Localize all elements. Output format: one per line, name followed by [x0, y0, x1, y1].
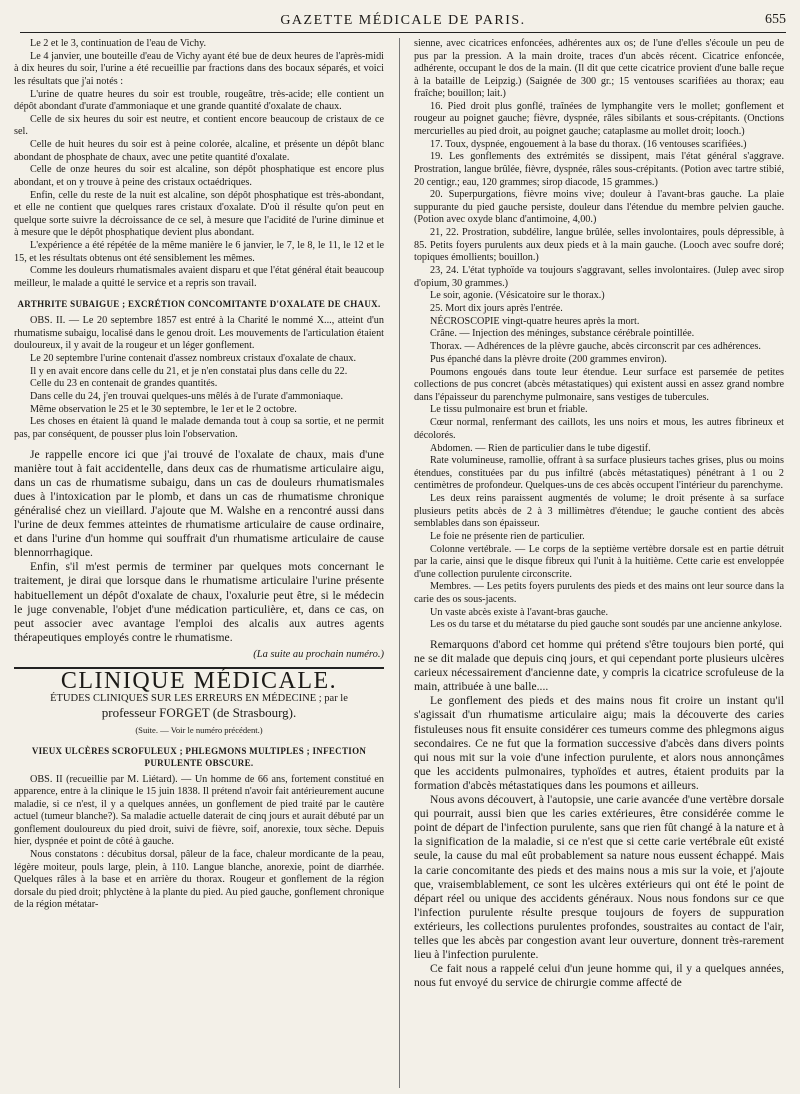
paragraph: Ce fait nous a rappelé celui d'un jeune homme qui, il y a quelques années, nous fut envoyé du service de chirurgie comme affecté de — [414, 962, 784, 990]
paragraph: Les os du tarse et du métatarse du pied gauche sont soudés par une ancienne ankylose. — [430, 619, 782, 631]
paragraph: Nous constatons : décubitus dorsal, pâleur de la face, chaleur mordicante de la peau, légère moiteur, pouls large, plein, à 110. Langue blanche, anorexie, point de diarrhée. Quelques râles à la base et en arrière du thorax. Rougeur et gonflement de la région dorsale du pied droit; phlyctène à la plante du pied. Au pied gauche, gonflement chronique de la région métatar- — [14, 849, 384, 911]
paragraph: Le tissu pulmonaire est brun et friable. — [430, 404, 588, 416]
paragraph: Le 4 janvier, une bouteille d'eau de Vichy ayant été bue de deux heures de l'après-midi à dix heures du soir, l'urine a été recueillie par fractions dans des bocaux séparés, et voici les résultats que j'ai notés : — [14, 50, 384, 87]
paragraph: Le 20 septembre l'urine contenait d'assez nombreux cristaux d'oxalate de chaux. — [30, 352, 357, 364]
paragraph: Thorax. — Adhérences de la plèvre gauche, abcès circonscrit par ces adhérences. — [430, 341, 761, 353]
paragraph: Celle de six heures du soir est neutre, et contient encore beaucoup de cristaux de ce sel. — [14, 113, 384, 138]
paragraph: Dans celle du 24, j'en trouvai quelques-uns mêlés à de l'urate d'ammoniaque. — [30, 391, 344, 403]
paragraph: Il y en avait encore dans celle du 21, et je n'en constatai plus dans celle du 22. — [30, 365, 348, 377]
paragraph: Le gonflement des pieds et des mains nous fit croire un instant qu'il s'agissait d'un rhumatisme articulaire aigu; mais la découverte des caries fistuleuses nous fit ensuite considérer ces tumeurs comme des phlegmons aigus secondaires. Ce ne fut que la formation successive d'abcès dans divers points qui nous mit sur la voie d'une infection purulente, et alors nous annonçâmes que les accidents pulmonaires, typhoïdes et autres, étaient produits par la formation d'abcès métastatiques dans les poumons et ailleurs. — [414, 694, 784, 792]
paragraph: 17. Toux, dyspnée, engouement à la base du thorax. (16 ventouses scarifiées.) — [430, 138, 747, 150]
commentary — [14, 448, 384, 645]
paragraph: Un vaste abcès existe à l'avant-bras gauche. — [430, 606, 609, 618]
paragraph: Poumons engoués dans toute leur étendue. Leur surface est parsemée de petites collections de pus concret (abcès métastatiques) qui existent aussi en assez grand nombre dans l'épaisseur du parenchyme pulmonaire, sans vestiges de tubercules. — [414, 366, 784, 403]
paragraph: OBS. II (recueillie par M. Liétard). — Un homme de 66 ans, fortement constitué en apparence, entre à la clinique le 15 juin 1838. Il prétend n'avoir fait antérieurement aucune maladie, si ce n'est, il y a quelques années, un gonflement de pied traité par le cautère actuel (tumeur blanche?). Sa maladie actuelle daterait de cinq jours et aurait débuté par un gonflement douloureux du pied droit, suivi de fièvre, soif, anorexie, toux sèche. Depuis hier, dyspnée et point de côté à gauche. — [14, 773, 384, 848]
column-rule — [399, 38, 400, 1088]
paragraph: 21, 22. Prostration, subdélire, langue brûlée, selles involontaires, pouls dépressible, à 85. Petits foyers purulents aux deux pieds et à la main gauche. (Looch avec soufre doré; topiques émollients; bouillon.) — [414, 227, 784, 264]
paragraph: Celle de onze heures du soir est alcaline, son dépôt phosphatique est encore plus abondant, et on y trouve à peine des cristaux octaédriques. — [14, 164, 384, 188]
paragraph: 23, 24. L'état typhoïde va toujours s'aggravant, selles involontaires. (Julep avec sirop d'opium, 30 grammes.) — [414, 264, 784, 289]
paragraph: Même observation le 25 et le 30 septembre, le 1er et le 2 octobre. — [30, 403, 297, 415]
paragraph: Comme les douleurs rhumatismales avaient disparu et que l'état général était beaucoup meilleur, le malade a quitté le service et a repris son travail. — [14, 265, 384, 289]
paragraph: Nous avons découvert, à l'autopsie, une carie avancée d'une vertèbre dorsale qui pourrait, aussi bien que les caries extérieures, être considérée comme le point de départ de l'infection purulente, sans que rien fût changé à la nature et à la signification de la maladie, si ce n'est que si cette carie vertébrale eût existé seule, la cause du mal eût probablement sa nature nous eussent échappé. Mais la carie concomitante des pieds et des mains nous a mis sur la voie, et j'ajoute que, vraisemblablement, ce sont les ulcères extérieurs qui ont été le point de départ réel ou unique des accidents généraux. Nous nous fondons sur ce que l'infection purulente résulte presque toujours de foyers de suppuration extérieurs, les collections purulentes profondes, soustraites au contact de l'air, telles que les abcès par congestion avant leur ouverture, donnent très-rarement lieu à l'infection purulente. — [414, 793, 784, 962]
journal-title: GAZETTE MÉDICALE DE PARIS. — [280, 13, 526, 28]
paragraph: Remarquons d'abord cet homme qui prétend s'être toujours bien porté, qui ne se dit malade que depuis cinq jours, et qui cependant porte plusieurs ulcères carieux nécessairement d'ancienne date, y compris la cicatrice scrofuleuse de la main, attribuée à une balle.... — [414, 638, 784, 694]
suite-note: (Suite. — Voir le numéro précédent.) — [135, 724, 263, 735]
case-record — [414, 38, 784, 632]
paragraph: Enfin, celle du reste de la nuit est alcaline, son dépôt phosphatique est très-abondant, et elle ne contient que quelques rares cristaux d'oxalate. D'où il résulte qu'on peut en quelque sorte suivre la décroissance de ce sel, à mesure que l'acidité de l'urine diminue et à mesure que le dépôt phosphatique devient plus abondant. — [14, 189, 384, 239]
paragraph: NÉCROSCOPIE vingt-quatre heures après la mort. — [430, 315, 640, 327]
page-number: 655 — [765, 12, 786, 27]
paragraph: Le soir, agonie. (Vésicatoire sur le thorax.) — [430, 290, 605, 302]
paragraph: Cœur normal, renfermant des caillots, les uns noirs et mous, les autres fibrineux et décolorés. — [414, 417, 784, 441]
paragraph: Celle de huit heures du soir est à peine colorée, alcaline, et présente un dépôt blanc abondant de phosphate de chaux, avec une petite quantité d'oxalate. — [14, 139, 384, 163]
paragraph: Colonne vertébrale. — Le corps de la septième vertèbre dorsale est en partie détruit par la carie, ainsi que le disque fibreux qui l'unit à la huitième. Cette carie est enveloppée d'une collection purulente circonscrite. — [414, 543, 784, 580]
paragraph: 25. Mort dix jours après l'entrée. — [430, 302, 563, 314]
left-column — [14, 38, 384, 1090]
author-line: professeur FORGET (de Strasbourg). — [101, 704, 297, 720]
discussion — [414, 638, 784, 990]
paragraph: Je rappelle encore ici que j'ai trouvé de l'oxalate de chaux, mais d'une manière tout à fait accidentelle, dans deux cas de rhumatisme articulaire aigu, dans un cas de rhumatisme subaigu, dans un cas de douleurs rhumatismales dues à l'intoxication par le plomb, et dans un cas de rhumatisme chronique généralisé chez un vieillard. J'ajoute que M. Walshe en a rencontré aussi dans l'urine de deux femmes atteintes de rhumatisme articulaire de cause ordinaire, et dans l'urine d'un homme qui souffrait d'un rhumatisme articulaire de cause blennorrhagique. — [14, 447, 384, 560]
paragraph: Le 2 et le 3, continuation de l'eau de Vichy. — [30, 38, 207, 49]
subtitle-line: ÉTUDES CLINIQUES SUR LES ERREURS EN MÉDECINE ; par le — [50, 692, 348, 704]
urine-observations — [14, 38, 384, 290]
paragraph: Les deux reins paraissent augmentés de volume; le droit présente à sa surface plusieurs petits abcès de 2 à 3 millimètres d'étendue; le gauche contient des abcès semblables dans son épaisseur. — [414, 493, 784, 530]
paragraph: 16. Pied droit plus gonflé, traînées de lymphangite vers le mollet; gonflement et rougeur au poignet gauche; fièvre, dyspnée, râles sibilants et sous-crépitants. (Onctions mercurielles au pied droit, au poignet gauche; cataplasme au mollet droit; looch.) — [414, 100, 784, 138]
paragraph: 20. Superpurgations, fièvre moins vive; douleur à l'avant-bras gauche. La plaie suppurante du pied gauche persiste, douleur dans l'étendue du membre pelvien gauche. (Potion avec oxyde blanc d'antimoine, 4,00.) — [414, 189, 784, 226]
section-heading: ARTHRITE SUBAIGUE ; EXCRÉTION CONCOMITANTE D'OXALATE DE CHAUX. — [17, 299, 381, 310]
right-column — [414, 38, 784, 1090]
paragraph: OBS. II. — Le 20 septembre 1857 est entré à la Charité le nommé X..., atteint d'un rhumatisme subaigu, localisé dans le genou droit. Les mouvements de l'articulation étaient douloureux, il y avait de la rougeur et un léger gonflement. — [14, 314, 384, 352]
page-header — [20, 6, 786, 33]
paragraph: Les choses en étaient là quand le malade demanda tout à coup sa sortie, et ne permit pas, par conséquent, de pousser plus loin l'observation. — [14, 416, 384, 441]
continued-note: (La suite au prochain numéro.) — [253, 648, 384, 660]
section-heading: VIEUX ULCÈRES SCROFULEUX ; PHLEGMONS MULTIPLES ; INFECTION PURULENTE OBSCURE. — [31, 745, 367, 769]
paragraph: L'expérience a été répétée de la même manière le 6 janvier, le 7, le 8, le 11, le 12 et le 15, et les résultats obtenus ont été sensiblement les mêmes. — [14, 240, 384, 264]
paragraph: Crâne. — Injection des méninges, substance cérébrale pointillée. — [430, 328, 695, 340]
paragraph: L'urine de quatre heures du soir est trouble, rougeâtre, très-acide; elle contient un dépôt abondant d'urate d'ammoniaque et une grande quantité d'oxalate de chaux. — [14, 88, 384, 113]
clinique-title: CLINIQUE MÉDICALE. — [60, 668, 338, 695]
paragraph: Pus épanché dans la plèvre droite (200 grammes environ). — [430, 353, 667, 365]
article-subtitle — [14, 692, 384, 720]
paragraph: Membres. — Les petits foyers purulents des pieds et des mains ont leur source dans la carie des os sous-jacents. — [414, 581, 784, 605]
paragraph: sienne, avec cicatrices enfoncées, adhérentes aux os; de l'une d'elles s'écoule un peu de pus par la pression. A la main droite, traces d'un abcès récent. Cicatrice enfoncée, adhérente, occupant le dos de la main. (Il dit que cette cicatrice provient d'une balle reçue à la bataille de Leipzig.) (Saignée de 300 gr.; 15 ventouses scarifiées au thorax; eau fraîche; bouillon; lait.) — [414, 38, 784, 100]
paragraph: Celle du 23 en contenait de grandes quantités. — [30, 378, 218, 390]
paragraph: Le foie ne présente rien de particulier. — [430, 530, 585, 542]
paragraph: Abdomen. — Rien de particulier dans le tube digestif. — [430, 442, 651, 454]
paragraph: 19. Les gonflements des extrémités se dissipent, mais l'état général s'aggrave. Prostration, langue brûlée, fièvre, dyspnée, râles sous-crépitants. (Potion avec tartre stibié, 20 centigr.; eau, 120 grammes; sirop diacode, 15 grammes.) — [414, 151, 784, 188]
paragraph: Enfin, s'il m'est permis de terminer par quelques mots concernant le traitement, je dirai que lorsque dans le rhumatisme articulaire l'urine présente habituellement un dépôt d'oxalate de chaux, l'oxalurie peut être, si le médecin le juge convenable, l'objet d'une médication particulière, et, dans ce cas, on peut associer avec avantage l'emploi des alcalis aux autres agents thérapeutiques employés contre le rhumatisme. — [14, 560, 384, 644]
paragraph: Rate volumineuse, ramollie, offrant à sa surface plusieurs taches grises, plus ou moins étendues, constituées par du pus infiltré (abcès métastatiques) pénétrant à 1 ou 2 centimètres de profondeur. Quelques-uns de ces abcès occupent l'intérieur du parenchyme. — [414, 455, 784, 492]
observation-2b — [14, 774, 384, 912]
observation-2 — [14, 315, 384, 442]
